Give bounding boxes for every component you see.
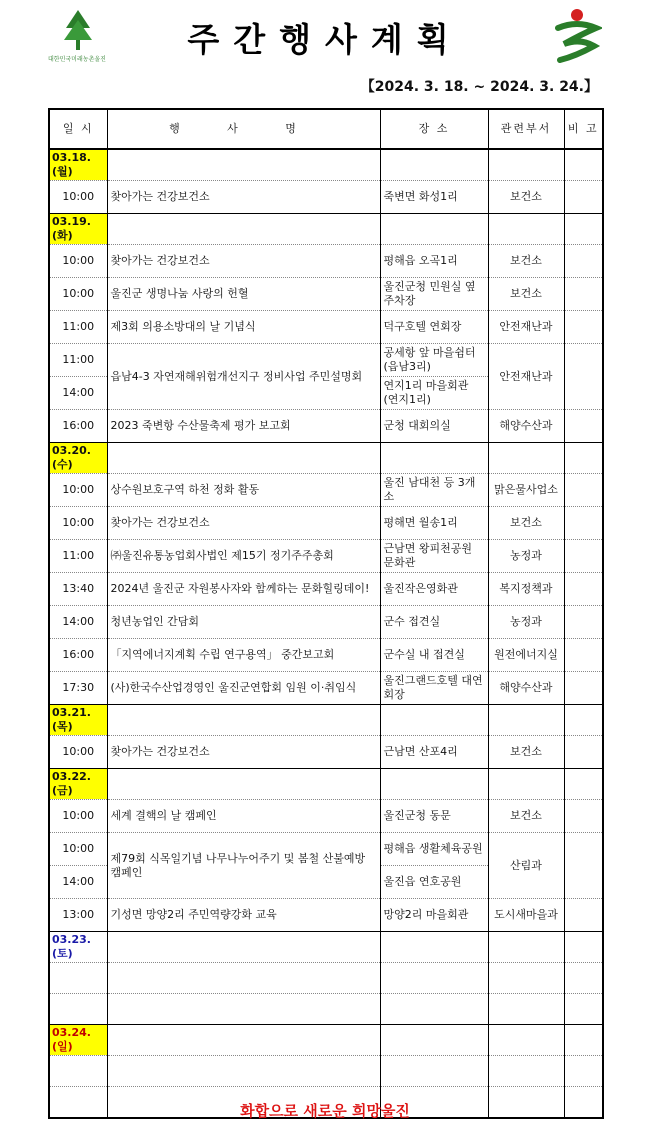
column-header-time: 일 시 [49,109,107,149]
event-cell: 찾아가는 건강보건소 [107,736,380,769]
empty-cell [49,1056,107,1087]
empty-cell [380,705,488,736]
event-cell: 2023 죽변항 수산물축제 평가 보고회 [107,410,380,443]
date-cell: 03.23.(토) [49,932,107,963]
date-row [49,1025,603,1056]
table-header-row [49,109,603,149]
time-cell: 10:00 [49,245,107,278]
empty-cell [380,214,488,245]
time-cell: 16:00 [49,639,107,672]
place-cell: 군수 접견실 [380,606,488,639]
column-header-event: 행 사 명 [107,109,380,149]
dept-cell: 보건소 [488,245,564,278]
column-header-note: 비 고 [564,109,603,149]
time-cell: 10:00 [49,833,107,866]
empty-cell [488,443,564,474]
empty-cell [488,705,564,736]
table-row [49,833,603,866]
event-cell: 「지역에너지계획 수립 연구용역」 중간보고회 [107,639,380,672]
dept-cell: 복지정책과 [488,573,564,606]
empty-row [49,963,603,994]
brand-mark-icon [552,8,602,64]
event-cell: 찾아가는 건강보건소 [107,245,380,278]
empty-cell [564,932,603,963]
empty-cell [488,932,564,963]
note-cell [564,736,603,769]
empty-cell [380,994,488,1025]
dept-cell: 농정과 [488,606,564,639]
event-cell: 제3회 의용소방대의 날 기념식 [107,311,380,344]
event-cell: 찾아가는 건강보건소 [107,181,380,214]
time-cell: 11:00 [49,344,107,377]
time-cell: 13:40 [49,573,107,606]
note-cell [564,344,603,410]
empty-cell [107,443,380,474]
note-cell [564,800,603,833]
schedule-period: 【2024. 3. 18. ~ 2024. 3. 24.】 [360,79,598,95]
date-cell: 03.18.(월) [49,149,107,181]
dept-cell: 맑은물사업소 [488,474,564,507]
date-cell: 03.20.(수) [49,443,107,474]
event-cell: 상수원보호구역 하천 정화 활동 [107,474,380,507]
table-row [49,410,603,443]
event-cell: 울진군 생명나눔 사랑의 헌혈 [107,278,380,311]
table-row [49,800,603,833]
empty-cell [564,1025,603,1056]
empty-cell [380,443,488,474]
place-cell: 울진그랜드호텔 대연회장 [380,672,488,705]
dept-cell: 보건소 [488,736,564,769]
place-cell: 울진읍 연호공원 [380,866,488,899]
dept-cell: 보건소 [488,181,564,214]
empty-row [49,994,603,1025]
time-cell: 16:00 [49,410,107,443]
date-row [49,705,603,736]
table-row [49,899,603,932]
time-cell: 10:00 [49,736,107,769]
time-cell: 14:00 [49,377,107,410]
date-cell: 03.22.(금) [49,769,107,800]
empty-cell [107,1025,380,1056]
place-cell: 군청 대회의실 [380,410,488,443]
empty-cell [107,994,380,1025]
table-row [49,540,603,573]
note-cell [564,410,603,443]
place-cell: 군수실 내 접견실 [380,639,488,672]
dept-cell: 도시새마을과 [488,899,564,932]
note-cell [564,474,603,507]
empty-cell [488,1056,564,1087]
empty-cell [488,769,564,800]
empty-cell [107,214,380,245]
date-cell: 03.21.(목) [49,705,107,736]
time-cell: 10:00 [49,800,107,833]
logo-motto: 대한민국미래농촌울진 [48,56,106,63]
empty-cell [564,443,603,474]
empty-cell [49,994,107,1025]
time-cell: 11:00 [49,311,107,344]
place-cell: 연지1리 마을회관 (연지1리) [380,377,488,410]
place-cell: 평해읍 생활체육공원 [380,833,488,866]
empty-cell [564,705,603,736]
place-cell: 덕구호텔 연회장 [380,311,488,344]
empty-cell [380,149,488,181]
empty-cell [107,1056,380,1087]
note-cell [564,672,603,705]
place-cell: 공세항 앞 마을쉼터(읍남3리) [380,344,488,377]
dept-cell: 안전재난과 [488,311,564,344]
page-title: 주간행사계획 [187,20,463,59]
date-row [49,214,603,245]
table-row [49,344,603,377]
table-row [49,474,603,507]
time-cell: 13:00 [49,899,107,932]
column-header-dept: 관련부서 [488,109,564,149]
time-cell: 11:00 [49,540,107,573]
note-cell [564,278,603,311]
time-cell: 10:00 [49,181,107,214]
event-cell: 세계 결핵의 날 캠페인 [107,800,380,833]
dept-cell: 보건소 [488,278,564,311]
place-cell: 평해읍 오곡1리 [380,245,488,278]
empty-cell [564,994,603,1025]
place-cell: 울진작은영화관 [380,573,488,606]
empty-cell [107,932,380,963]
event-cell: 기성면 망양2리 주민역량강화 교육 [107,899,380,932]
event-cell: 청년농업인 간담회 [107,606,380,639]
event-cell: ㈜울진유통농업회사법인 제15기 정기주주총회 [107,540,380,573]
empty-cell [564,769,603,800]
place-cell: 울진군청 민원실 옆 주차장 [380,278,488,311]
time-cell: 14:00 [49,606,107,639]
table-row [49,639,603,672]
empty-cell [380,769,488,800]
event-cell: 제79회 식목일기념 나무나누어주기 및 봄철 산불예방 캠페인 [107,833,380,899]
dept-cell: 안전재난과 [488,344,564,410]
table-row [49,672,603,705]
empty-cell [107,963,380,994]
note-cell [564,181,603,214]
empty-cell [488,994,564,1025]
note-cell [564,573,603,606]
date-row [49,932,603,963]
empty-cell [564,1056,603,1087]
empty-cell [488,214,564,245]
note-cell [564,833,603,899]
table-row [49,573,603,606]
note-cell [564,899,603,932]
empty-cell [107,705,380,736]
slogan: 화합으로 새로운 희망울진 [240,1102,410,1120]
event-cell: (사)한국수산업경영인 울진군연합회 임원 이·취임식 [107,672,380,705]
time-cell: 10:00 [49,507,107,540]
date-cell: 03.24.(일) [49,1025,107,1056]
event-cell: 읍남4-3 자연재해위험개선지구 정비사업 주민설명회 [107,344,380,410]
empty-cell [380,963,488,994]
dept-cell: 해양수산과 [488,672,564,705]
table-row [49,736,603,769]
time-cell: 17:30 [49,672,107,705]
note-cell [564,606,603,639]
dept-cell: 보건소 [488,800,564,833]
time-cell: 14:00 [49,866,107,899]
dept-cell: 원전에너지실 [488,639,564,672]
date-row [49,769,603,800]
empty-cell [488,963,564,994]
empty-row [49,1056,603,1087]
table-row [49,311,603,344]
empty-cell [380,932,488,963]
table-row [49,245,603,278]
schedule-table [48,108,604,1119]
dept-cell: 보건소 [488,507,564,540]
empty-cell [564,214,603,245]
time-cell: 10:00 [49,278,107,311]
dept-cell: 산림과 [488,833,564,899]
table-row [49,181,603,214]
dept-cell: 농정과 [488,540,564,573]
note-cell [564,639,603,672]
place-cell: 근남면 산포4리 [380,736,488,769]
note-cell [564,245,603,278]
table-row [49,507,603,540]
date-cell: 03.19.(화) [49,214,107,245]
empty-cell [564,149,603,181]
empty-cell [107,769,380,800]
empty-cell [49,963,107,994]
place-cell: 평해면 월송1리 [380,507,488,540]
place-cell: 울진 남대천 등 3개소 [380,474,488,507]
table-row [49,278,603,311]
place-cell: 망양2리 마을회관 [380,899,488,932]
date-row [49,443,603,474]
time-cell: 10:00 [49,474,107,507]
note-cell [564,311,603,344]
empty-cell [380,1056,488,1087]
column-header-place: 장 소 [380,109,488,149]
place-cell: 울진군청 동문 [380,800,488,833]
dept-cell: 해양수산과 [488,410,564,443]
empty-cell [488,149,564,181]
empty-cell [107,149,380,181]
empty-cell [488,1025,564,1056]
note-cell [564,507,603,540]
empty-cell [564,963,603,994]
event-cell: 2024년 울진군 자원봉사자와 함께하는 문화힐링데이! [107,573,380,606]
date-row [49,149,603,181]
place-cell: 죽변면 화성1리 [380,181,488,214]
place-cell: 근남면 왕피천공원 문화관 [380,540,488,573]
event-cell: 찾아가는 건강보건소 [107,507,380,540]
table-row [49,606,603,639]
note-cell [564,540,603,573]
empty-cell [380,1025,488,1056]
